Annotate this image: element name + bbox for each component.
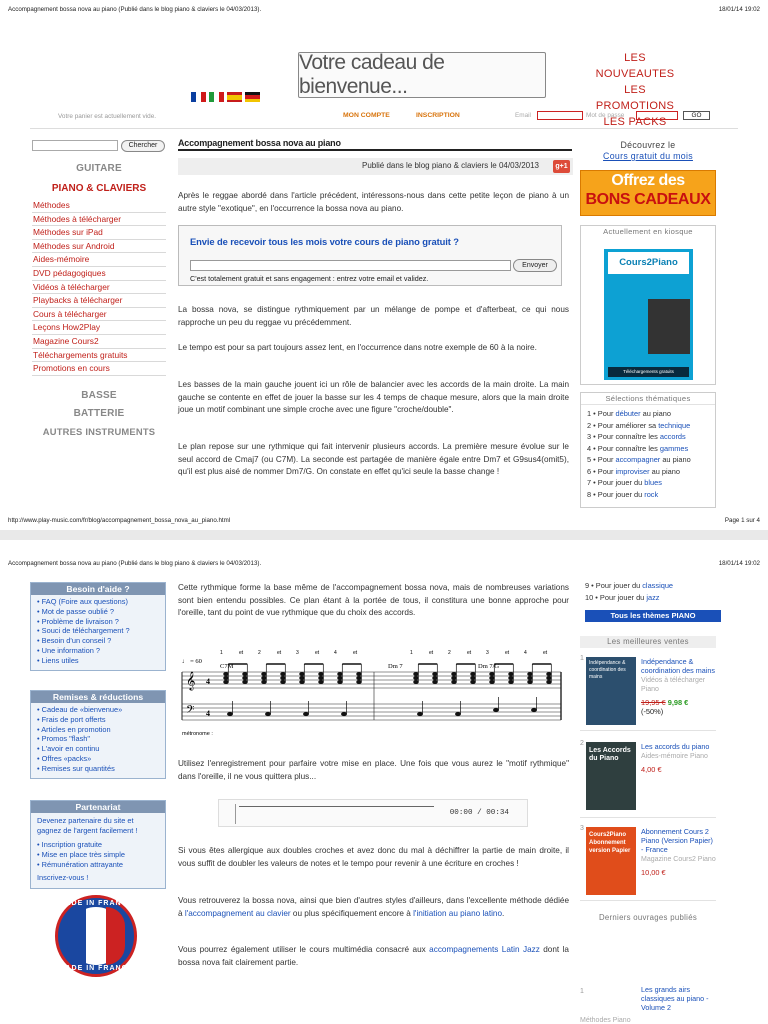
note-head [547,680,552,683]
item-rank: 1 [580,988,584,995]
help-heading: Besoin d'aide ? [31,583,165,595]
text: . [502,908,505,918]
email-label: Email [515,112,531,119]
partenariat-box [30,800,166,889]
article-title: Accompagnement bossa nova au piano [178,138,572,151]
book-category: Méthodes Piano [580,1017,631,1024]
print-footer-page1 [0,517,768,527]
note-head [243,672,248,675]
theme-text: 2 • Pour améliorer sa [587,420,659,430]
help-link[interactable]: • Souci de téléchargement ? [37,626,165,636]
nav-item[interactable]: Téléchargements gratuits [32,349,166,363]
bass-note-head [265,712,270,716]
note-head [471,680,476,683]
note-head [243,680,248,683]
note-head [357,672,362,675]
bass-note-head [493,708,498,712]
themes-list [581,405,715,500]
nav-item[interactable]: DVD pédagogiques [32,267,166,281]
theme-item[interactable] [587,443,715,455]
theme-item[interactable] [587,431,715,443]
note-head [509,680,514,683]
nav-batterie[interactable]: BATTERIE [73,408,125,419]
nav-basse[interactable]: BASSE [81,390,117,401]
newsletter-email-input[interactable] [190,260,511,271]
item-rank: 2 [580,740,584,747]
item-rank: 3 [580,825,584,832]
theme-keyword[interactable]: accompagner [615,455,661,464]
article-meta: Publié dans le blog piano & claviers le 04/03/2013 [178,158,573,175]
print-header-page2 [0,560,768,570]
nav-item[interactable]: Magazine Cours2 [32,335,166,349]
note-head [224,676,229,679]
beat-count: et [239,650,244,656]
product-title[interactable]: Indépendance & coordination des mains [641,657,715,675]
note-head [528,672,533,675]
note-head [452,680,457,683]
theme-keyword[interactable]: débuter [615,409,641,418]
nav-item[interactable]: Aides-mémoire [32,253,166,267]
flag-it-icon[interactable] [209,92,224,102]
partenariat-link[interactable]: • Mise en place très simple [37,850,165,860]
note-head [414,680,419,683]
note-head [300,680,305,683]
product-price: 10,00 € [641,868,666,877]
note-head [338,680,343,683]
nav-item[interactable]: Vidéos à télécharger [32,281,166,295]
badge-top-text: MADE IN FRANCE [58,900,134,907]
product-category: Vidéos à télécharger Piano [641,677,706,693]
beat-count: 3 [486,650,489,656]
help-link[interactable]: • Une information ? [37,646,165,656]
product-title[interactable]: Abonnement Cours 2 Piano (Version Papier) - France [641,827,713,854]
beat-count: et [353,650,358,656]
flag-es-icon[interactable] [227,92,242,102]
theme-keyword[interactable]: jazz [646,592,660,602]
remise-link[interactable]: • Offres «packs» [37,754,165,764]
bass-note-head [531,708,536,712]
password-field[interactable] [636,111,678,120]
cours-gratuit-link[interactable]: Cours gratuit du mois [603,151,693,161]
bass-note-head [417,712,422,716]
paragraph: Le plan repose sur une rythmique qui fait intervenir plusieurs accords. La première mesure évolue sur le seul accord de Cmaj7 (ou C7M). La seconde est partagée de manière égale entre Dm7 et G9sus4(omit5), qu'il est plus aisé de nommer Dm7/G. On constate en effet qu'ici seule la basse change ! [178,442,569,476]
nav-item[interactable]: Méthodes à télécharger [32,213,166,227]
note-head [319,676,324,679]
paragraph: La bossa nova, se distingue rythmiquement par un mélange de pompe et d'afterbeat, ce qui nous rapproche un peu du reggae vu précédemment. [178,305,569,327]
kiosk-heading: Actuellement en kiosque [603,227,693,236]
note-head [224,672,229,675]
note-head [224,680,229,683]
themes-box [580,392,716,508]
bons-line2: BONS CADEAUX [585,191,711,208]
theme-text: au piano [649,466,680,476]
beat-count: et [467,650,472,656]
beat-count: 4 [334,650,337,656]
audio-player[interactable] [218,799,528,827]
link-initiation-piano-latino[interactable]: l'initiation au piano latino [413,908,503,918]
beat-count: et [543,650,548,656]
theme-item[interactable] [587,477,715,489]
print-header-page1 [0,6,768,16]
paragraph-intro: Après le reggae abordé dans l'article précédent, intéressons-nous dans cette petite leçon de piano à un autre style "exotique", en l'occurrence la bossa nova au piano. [178,191,569,213]
theme-text: 8 • Pour jouer du [587,489,645,499]
help-box [30,582,166,671]
partenariat-cta[interactable]: Inscrivez-vous ! [37,873,89,883]
note-head [300,676,305,679]
help-link[interactable]: • Problème de livraison ? [37,617,165,627]
beat-count: et [429,650,434,656]
remise-link[interactable]: • Remises sur quantités [37,764,165,774]
svg-text:4: 4 [206,677,210,686]
bass-note-head [227,712,232,716]
note-head [433,680,438,683]
theme-text: 5 • Pour [587,455,616,464]
search-button[interactable]: Chercher [121,140,165,152]
print-header-date: 18/01/14 19:02 [718,6,760,13]
note-head [281,672,286,675]
nav-item[interactable]: Playbacks à télécharger [32,294,166,308]
print-footer-page: Page 1 sur 4 [724,517,760,524]
paragraph: Utilisez l'enregistrement pour parfaire votre mise en place. Une fois que vous aurez le "motif rythmique" dans l'oreille, il ne vous quittera plus... [178,759,569,781]
old-price: 19,95 € [641,698,666,707]
theme-keyword[interactable]: improviser [615,466,650,476]
best-seller-item[interactable] [580,655,716,731]
note-head [490,672,495,675]
note-head [547,672,552,675]
remises-heading: Remises & réductions [31,691,165,703]
nav-item[interactable]: Leçons How2Play [32,321,166,335]
bass-note-head [341,712,346,716]
note-head [414,676,419,679]
help-link[interactable]: • FAQ (Foire aux questions) [37,597,165,607]
svg-text:4: 4 [206,709,210,718]
print-header-title: Accompagnement bossa nova au piano (Publié dans le blog piano & claviers le 04/03/2013). [8,560,262,567]
language-flags [191,92,260,102]
theme-text: 9 • Pour jouer du [585,581,643,590]
nav-guitare[interactable]: GUITARE [76,163,122,174]
remise-link[interactable]: • Frais de port offerts [37,715,165,725]
chord-symbol: Dm 7/G [478,663,500,670]
paragraph: Cette rythmique forme la base même de l'accompagnement bossa nova, mais de nombreuses variations sont bien entendu possibles. Ce plan étant à la portée de tous, il constitura une bonne approche pour l'oreille, tant du point de vue rythmique que du choix des accords. [178,583,569,617]
best-seller-item[interactable] [580,825,716,901]
nav-item[interactable]: Méthodes sur Android [32,240,166,254]
divider [30,128,738,129]
note-head [509,676,514,679]
theme-item[interactable] [587,489,715,501]
theme-keyword[interactable]: blues [644,478,662,487]
piano-nav-list [32,199,166,376]
product-price: 4,00 € [641,765,662,774]
theme-item[interactable] [587,408,715,420]
welcome-gift-banner[interactable]: Votre cadeau de bienvenue... [298,52,546,98]
note-head [528,680,533,683]
treble-clef-icon: 𝄞 [186,671,196,690]
note-head [433,676,438,679]
magazine-cover-image[interactable] [604,249,693,380]
partenariat-link[interactable]: • Rémunération attrayante [37,860,165,870]
theme-item[interactable] [587,454,715,466]
link-promotions[interactable]: LES PROMOTIONS [595,84,675,112]
note-head [357,676,362,679]
note-head [338,676,343,679]
product-thumbnail[interactable]: Cours2Piano Abonnement version Papier [586,827,636,895]
theme-text: 7 • Pour jouer du [587,478,645,487]
theme-text: 4 • Pour connaître les [587,443,660,453]
note-head [262,672,267,675]
player-playhead[interactable] [235,804,236,824]
theme-keyword[interactable]: technique [658,420,691,430]
note-head [547,676,552,679]
theme-keyword[interactable]: rock [644,489,659,499]
note-head [471,672,476,675]
newsletter-box [178,225,562,286]
note-head [471,676,476,679]
product-price [641,698,716,716]
paragraph-methods [178,895,569,920]
product-title[interactable]: Les accords du piano [641,742,710,751]
note-head [490,680,495,683]
note-head [490,676,495,679]
cart-status: Votre panier est actuellement vide. [58,113,157,120]
best-seller-item[interactable] [580,740,716,818]
text: dont la bossa nova fait clairement partie. [178,945,569,967]
note-head [319,672,324,675]
help-link[interactable]: • Besoin d'un conseil ? [37,636,165,646]
mon-compte-link[interactable]: MON COMPTE [343,112,390,119]
beat-count: et [277,650,282,656]
product-category: Magazine Cours2 Piano [641,856,716,863]
link-accompagnement-clavier[interactable]: l'accompagnement au clavier [184,908,291,918]
note-head [281,680,286,683]
decouvre-label: Découvrez le [620,140,676,150]
note-head [300,672,305,675]
paragraph: Si vous êtes allergique aux doubles croches et avez donc du mal à déchiffrer la partie de main droite, il vous suffit de doubler les valeurs de notes et le tempo pour revenir à une écriture en croches ! [178,846,569,868]
new-price: 9,98 € [667,698,689,707]
best-sellers-heading: Les meilleures ventes [580,636,716,648]
theme-text: 1 • Pour [587,409,616,418]
theme-item[interactable] [585,592,673,604]
bass-note-head [303,712,308,716]
item-rank: 1 [580,655,584,662]
player-progress-bar[interactable] [239,806,434,807]
theme-keyword[interactable]: accords [659,432,686,441]
nav-item[interactable]: Méthodes sur iPad [32,226,166,240]
note-head [338,672,343,675]
theme-keyword[interactable]: gammes [659,443,689,453]
magazine-photo [648,299,690,354]
help-link[interactable]: • Liens utiles [37,656,165,666]
theme-text: 6 • Pour [587,466,616,476]
remises-box [30,690,166,779]
theme-item[interactable] [587,420,715,432]
note-head [433,672,438,675]
badge-bottom-text: MADE IN FRANCE [58,965,134,972]
note-head [414,672,419,675]
newsletter-title: Envie de recevoir tous les mois votre cours de piano gratuit ? [190,236,459,247]
search-input[interactable] [32,140,118,151]
beat-count: et [315,650,320,656]
page-break [0,530,768,540]
paragraph: Le tempo est pour sa part toujours assez lent, en l'occurrence dans notre exemple de 60 à la noire. [178,343,537,352]
remise-link[interactable]: • Promos "flash" [37,734,165,744]
beat-count: 3 [296,650,299,656]
help-link[interactable]: • Mot de passe oublié ? [37,607,165,617]
newsletter-note: C'est totalement gratuit et sans engagement : entrez votre email et validez. [190,274,429,283]
partenariat-link[interactable]: • Inscription gratuite [37,840,165,850]
link-nouveautes[interactable]: LES NOUVEAUTES [595,52,675,80]
themes-heading: Sélections thématiques [581,393,715,405]
note-head [452,672,457,675]
bons-cadeaux-banner[interactable] [580,170,716,216]
print-footer-url: http://www.play-music.com/fr/blog/accompagnement_bossa_nova_au_piano.html [8,517,231,524]
all-piano-themes-button[interactable]: Tous les thèmes PIANO [585,610,721,622]
note-head [262,680,267,683]
theme-text: 10 • Pour jouer du [585,592,647,602]
inscription-link[interactable]: INSCRIPTION [416,112,460,119]
note-head [509,672,514,675]
note-head [528,676,533,679]
nav-item[interactable]: Méthodes [32,199,166,213]
bass-note-head [455,712,460,716]
paragraph-latin-jazz [178,944,569,969]
password-label: Mot de passe [586,112,625,119]
remise-link[interactable]: • Cadeau de «bienvenue» [37,705,165,715]
player-time: 00:00 / 00:34 [449,809,509,817]
tempo-marking: ♩ = 60 [182,658,202,665]
beat-count: 2 [448,650,451,656]
account-bar [0,112,768,124]
note-head [357,680,362,683]
metronome-label: métronome : [182,731,213,737]
book-title[interactable]: Les grands airs classiques au piano - Volume 2 [641,985,709,1012]
beat-count: 2 [258,650,261,656]
partenariat-intro: Devenez partenaire du site et gagnez de l'argent facilement ! [37,816,138,835]
nav-autres-instruments[interactable]: AUTRES INSTRUMENTS [42,426,156,437]
magazine-title: Cours2Piano [608,252,689,274]
email-field[interactable] [537,111,583,120]
made-in-france-logo [55,895,137,977]
kiosk-box [580,225,716,385]
bass-clef-icon: 𝄢 [186,704,195,719]
theme-keyword[interactable]: classique [642,581,674,590]
note-head [452,676,457,679]
partenariat-heading: Partenariat [31,801,165,813]
remise-link[interactable]: • Articles en promotion [37,725,165,735]
note-head [319,680,324,683]
text: ou plus spécifiquement encore à [290,908,414,918]
bons-line1: Offrez des [611,172,685,189]
link-latin-jazz[interactable]: accompagnements Latin Jazz [429,945,540,954]
chord-symbol: Dm 7 [388,663,403,670]
print-header-date: 18/01/14 19:02 [718,560,760,567]
flag-fr-icon[interactable] [191,92,206,102]
theme-item[interactable] [587,466,715,478]
themes-list-continued [585,580,673,603]
nav-piano-claviers[interactable]: PIANO & CLAVIERS [51,183,147,194]
google-plus-button[interactable]: g+1 [553,160,570,173]
cours-gratuit-promo [580,140,716,162]
magazine-bottom-text: Téléchargements gratuits [608,367,689,377]
beat-count: 1 [410,650,413,656]
note-head [243,676,248,679]
product-thumbnail[interactable]: Les Accords du Piano [586,742,636,810]
nav-item[interactable]: Promotions en cours [32,362,166,376]
sheet-music-score [178,648,565,738]
login-go-button[interactable]: GO [683,111,710,120]
paragraph: Les basses de la main gauche jouent ici un rôle de balancier avec les accords de la main droite. La main gauche se contente en effet de jouer la basse sur les 4 temps de chaque mesure, alors que la main droite joue un motif combinant une simple croche avec une figure "croche/double". [178,380,569,414]
discount-percent: (-50%) [641,707,664,716]
text: Vous pourrez également utiliser le cours multimédia consacré aux [178,945,430,954]
chord-symbol: C7M [220,663,234,670]
beat-count: 1 [220,650,223,656]
text: Vous retrouverez la bossa nova, ainsi que bien d'autres styles d'ailleurs, dans l'excellente méthode dédiée à [178,896,569,918]
nav-item[interactable]: Cours à télécharger [32,308,166,322]
link-packs[interactable]: LES PACKS [603,116,667,128]
print-header-title: Accompagnement bossa nova au piano (Publié dans le blog piano & claviers le 04/03/2013). [8,6,262,13]
product-thumbnail[interactable]: Indépendance & coordination des mains [586,657,636,725]
theme-item[interactable] [585,580,673,592]
theme-text: 3 • Pour connaître les [587,432,660,441]
beat-count: 4 [524,650,527,656]
note-head [281,676,286,679]
latest-books-heading: Derniers ouvrages publiés [598,913,698,922]
newsletter-send-button[interactable]: Envoyer [513,259,557,272]
beat-count: et [505,650,510,656]
remise-link[interactable]: • L'avoir en continu [37,744,165,754]
note-head [262,676,267,679]
theme-text: au piano [640,409,671,418]
theme-text: au piano [660,455,691,464]
product-category: Aides-mémoire Piano [641,753,708,760]
flag-de-icon[interactable] [245,92,260,102]
